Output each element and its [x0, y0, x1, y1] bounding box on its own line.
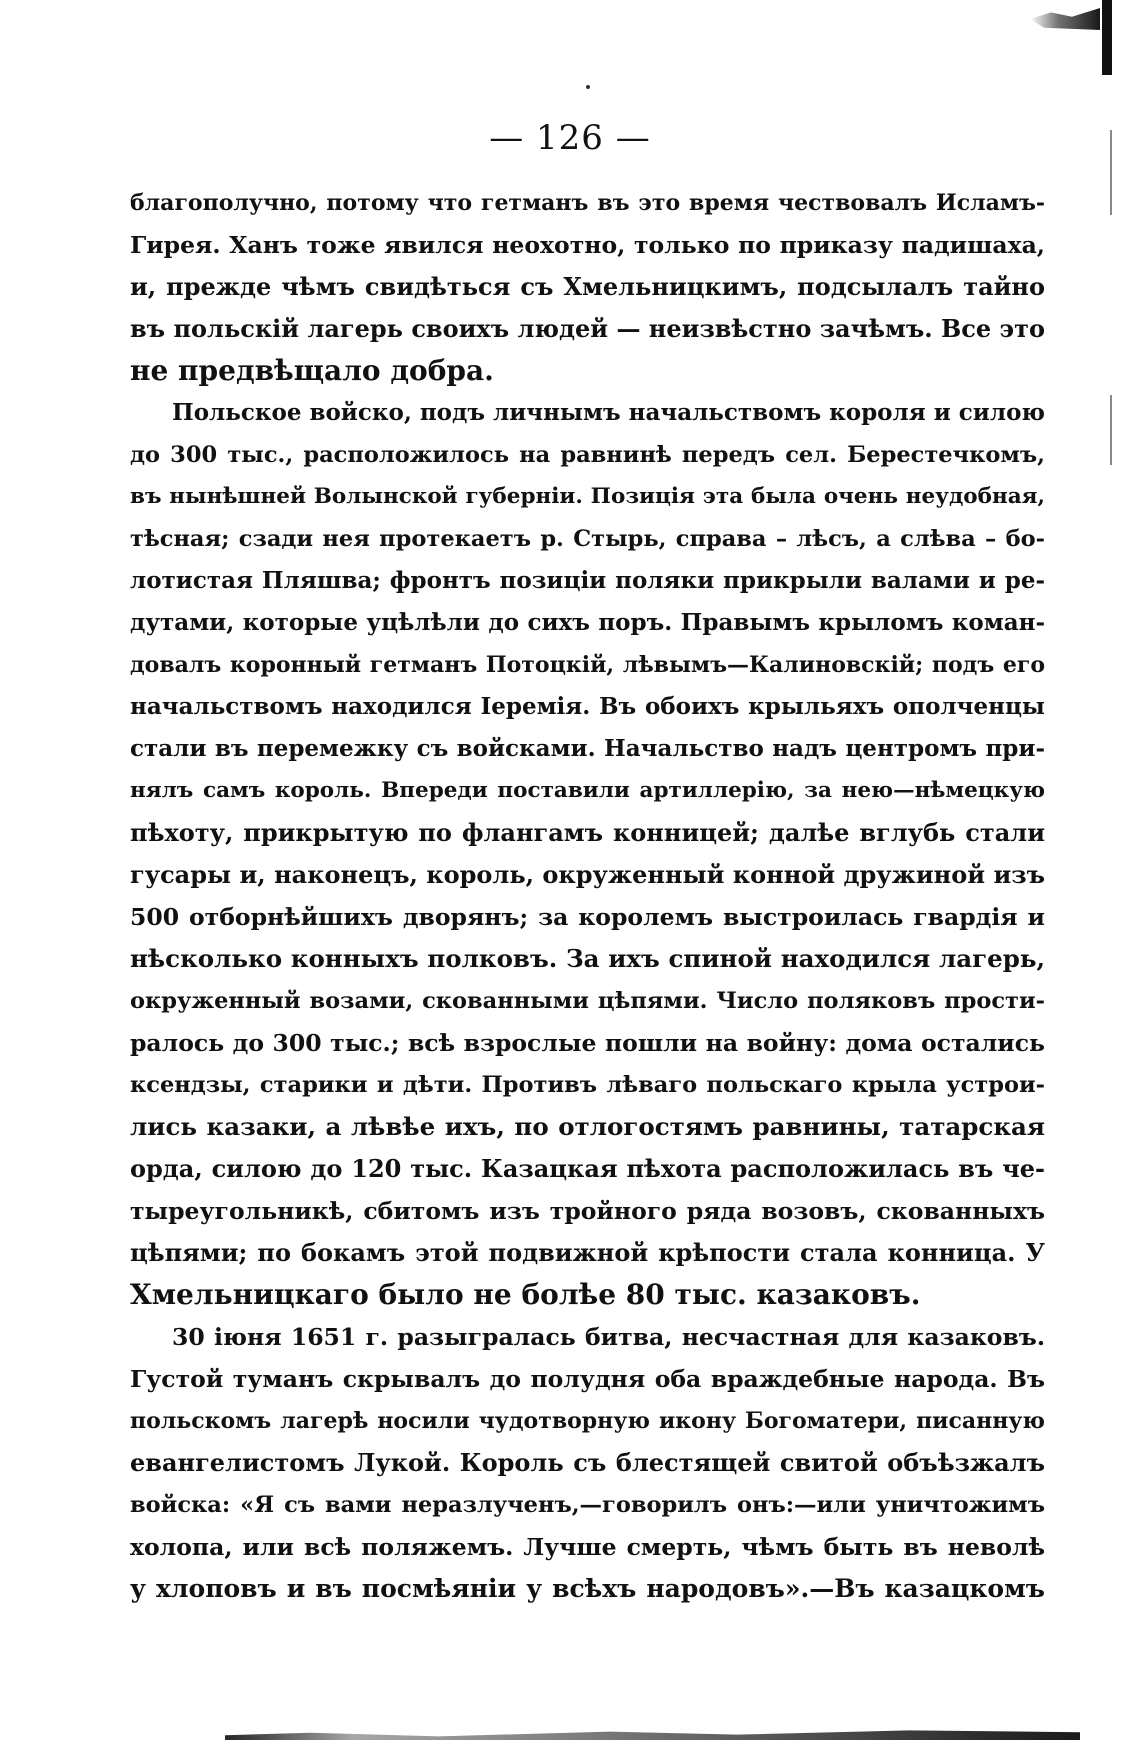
text-line: нялъ самъ король. Впереди поставили артиллерію, за нею—нѣмецкую: [130, 778, 1045, 803]
text-line: нѣсколько конныхъ полковъ. За ихъ спиной находился лагерь,: [130, 944, 1045, 973]
text-line: холопа, или всѣ поляжемъ. Лучше смерть, чѣмъ быть въ неволѣ: [130, 1533, 1045, 1561]
page-number: — 126 —: [489, 118, 651, 158]
text-line: лотистая Пляшва; фронтъ позиціи поляки прикрыли валами и ре-: [130, 567, 1045, 594]
text-line: начальствомъ находился Іеремія. Въ обоихъ крыльяхъ ополченцы: [130, 693, 1045, 720]
text-line: тѣсная; сзади нея протекаетъ р. Стырь, справа – лѣсъ, а слѣва – бо-: [130, 526, 1045, 552]
text-line: орда, силою до 120 тыс. Казацкая пѣхота расположилась въ че-: [130, 1154, 1045, 1183]
text-line: гусары и, наконецъ, король, окруженный конной дружиной изъ: [130, 860, 1045, 889]
text-line: пѣхоту, прикрытую по флангамъ конницей; далѣе вглубь стали: [130, 818, 1045, 847]
text-line: дутами, которые уцѣлѣли до сихъ поръ. Правымъ крыломъ коман-: [130, 609, 1045, 636]
text-line: 30 іюня 1651 г. разыгралась битва, несчастная для казаковъ.: [172, 1323, 1045, 1351]
scan-bottom-smudge: [225, 1728, 1080, 1740]
text-line: довалъ коронный гетманъ Потоцкій, лѣвымъ—Калиновскій; подъ его: [130, 652, 1045, 678]
text-line: благополучно, потому что гетманъ въ это время чествовалъ Исламъ-: [130, 190, 1045, 216]
text-line: окруженный возами, скованными цѣпями. Число поляковъ прости-: [130, 988, 1045, 1014]
text-line: стали въ перемежку съ войсками. Начальство надъ центромъ при-: [130, 735, 1045, 762]
text-line: ксендзы, старики и дѣти. Противъ лѣваго польскаго крыла устрои-: [130, 1072, 1045, 1098]
text-line: 500 отборнѣйшихъ дворянъ; за королемъ выстроилась гвардія и: [130, 903, 1045, 931]
text-line: ралось до 300 тыс.; всѣ взрослые пошли на войну: дома остались: [130, 1029, 1045, 1057]
text-line: Густой туманъ скрывалъ до полудня оба враждебные народа. Въ: [130, 1365, 1045, 1393]
text-line: тыреугольникѣ, сбитомъ изъ тройного ряда возовъ, скованныхъ: [130, 1197, 1045, 1225]
scan-dot: [586, 85, 590, 89]
text-line: евангелистомъ Лукой. Король съ блестящей свитой объѣзжалъ: [130, 1448, 1045, 1477]
body-text: [130, 182, 1045, 1610]
text-line: у хлоповъ и въ посмѣяніи у всѣхъ народовъ».—Въ казацкомъ: [130, 1574, 1045, 1603]
text-line: и, прежде чѣмъ свидѣться съ Хмельницкимъ, подсылалъ тайно: [130, 272, 1045, 301]
text-line: цѣпями; по бокамъ этой подвижной крѣпости стала конница. У: [130, 1238, 1045, 1267]
scan-noise: [1030, 8, 1100, 30]
text-line: Польское войско, подъ личнымъ начальствомъ короля и силою: [172, 399, 1045, 426]
text-line: польскомъ лагерѣ носили чудотворную икону Богоматери, писанную: [130, 1408, 1045, 1434]
text-line: Гирея. Ханъ тоже явился неохотно, только по приказу падишаха,: [130, 231, 1045, 259]
scan-edge-mark: [1102, 0, 1112, 75]
text-line: въ нынѣшней Волынской губерніи. Позиція эта была очень неудобная,: [130, 484, 1045, 509]
text-line: не предвѣщало добра.: [130, 354, 494, 387]
scan-edge-line: [1110, 395, 1112, 465]
text-line: въ польскій лагерь своихъ людей — неизвѣстно зачѣмъ. Все это: [130, 314, 1045, 343]
text-line: Хмельницкаго было не болѣе 80 тыс. казаковъ.: [130, 1278, 921, 1311]
text-line: войска: «Я съ вами неразлученъ,—говорилъ онъ:—или уничтожимъ: [130, 1492, 1045, 1518]
text-line: до 300 тыс., расположилось на равнинѣ передъ сел. Берестечкомъ,: [130, 442, 1045, 468]
text-line: лись казаки, а лѣвѣе ихъ, по отлогостямъ равнины, татарская: [130, 1112, 1045, 1141]
